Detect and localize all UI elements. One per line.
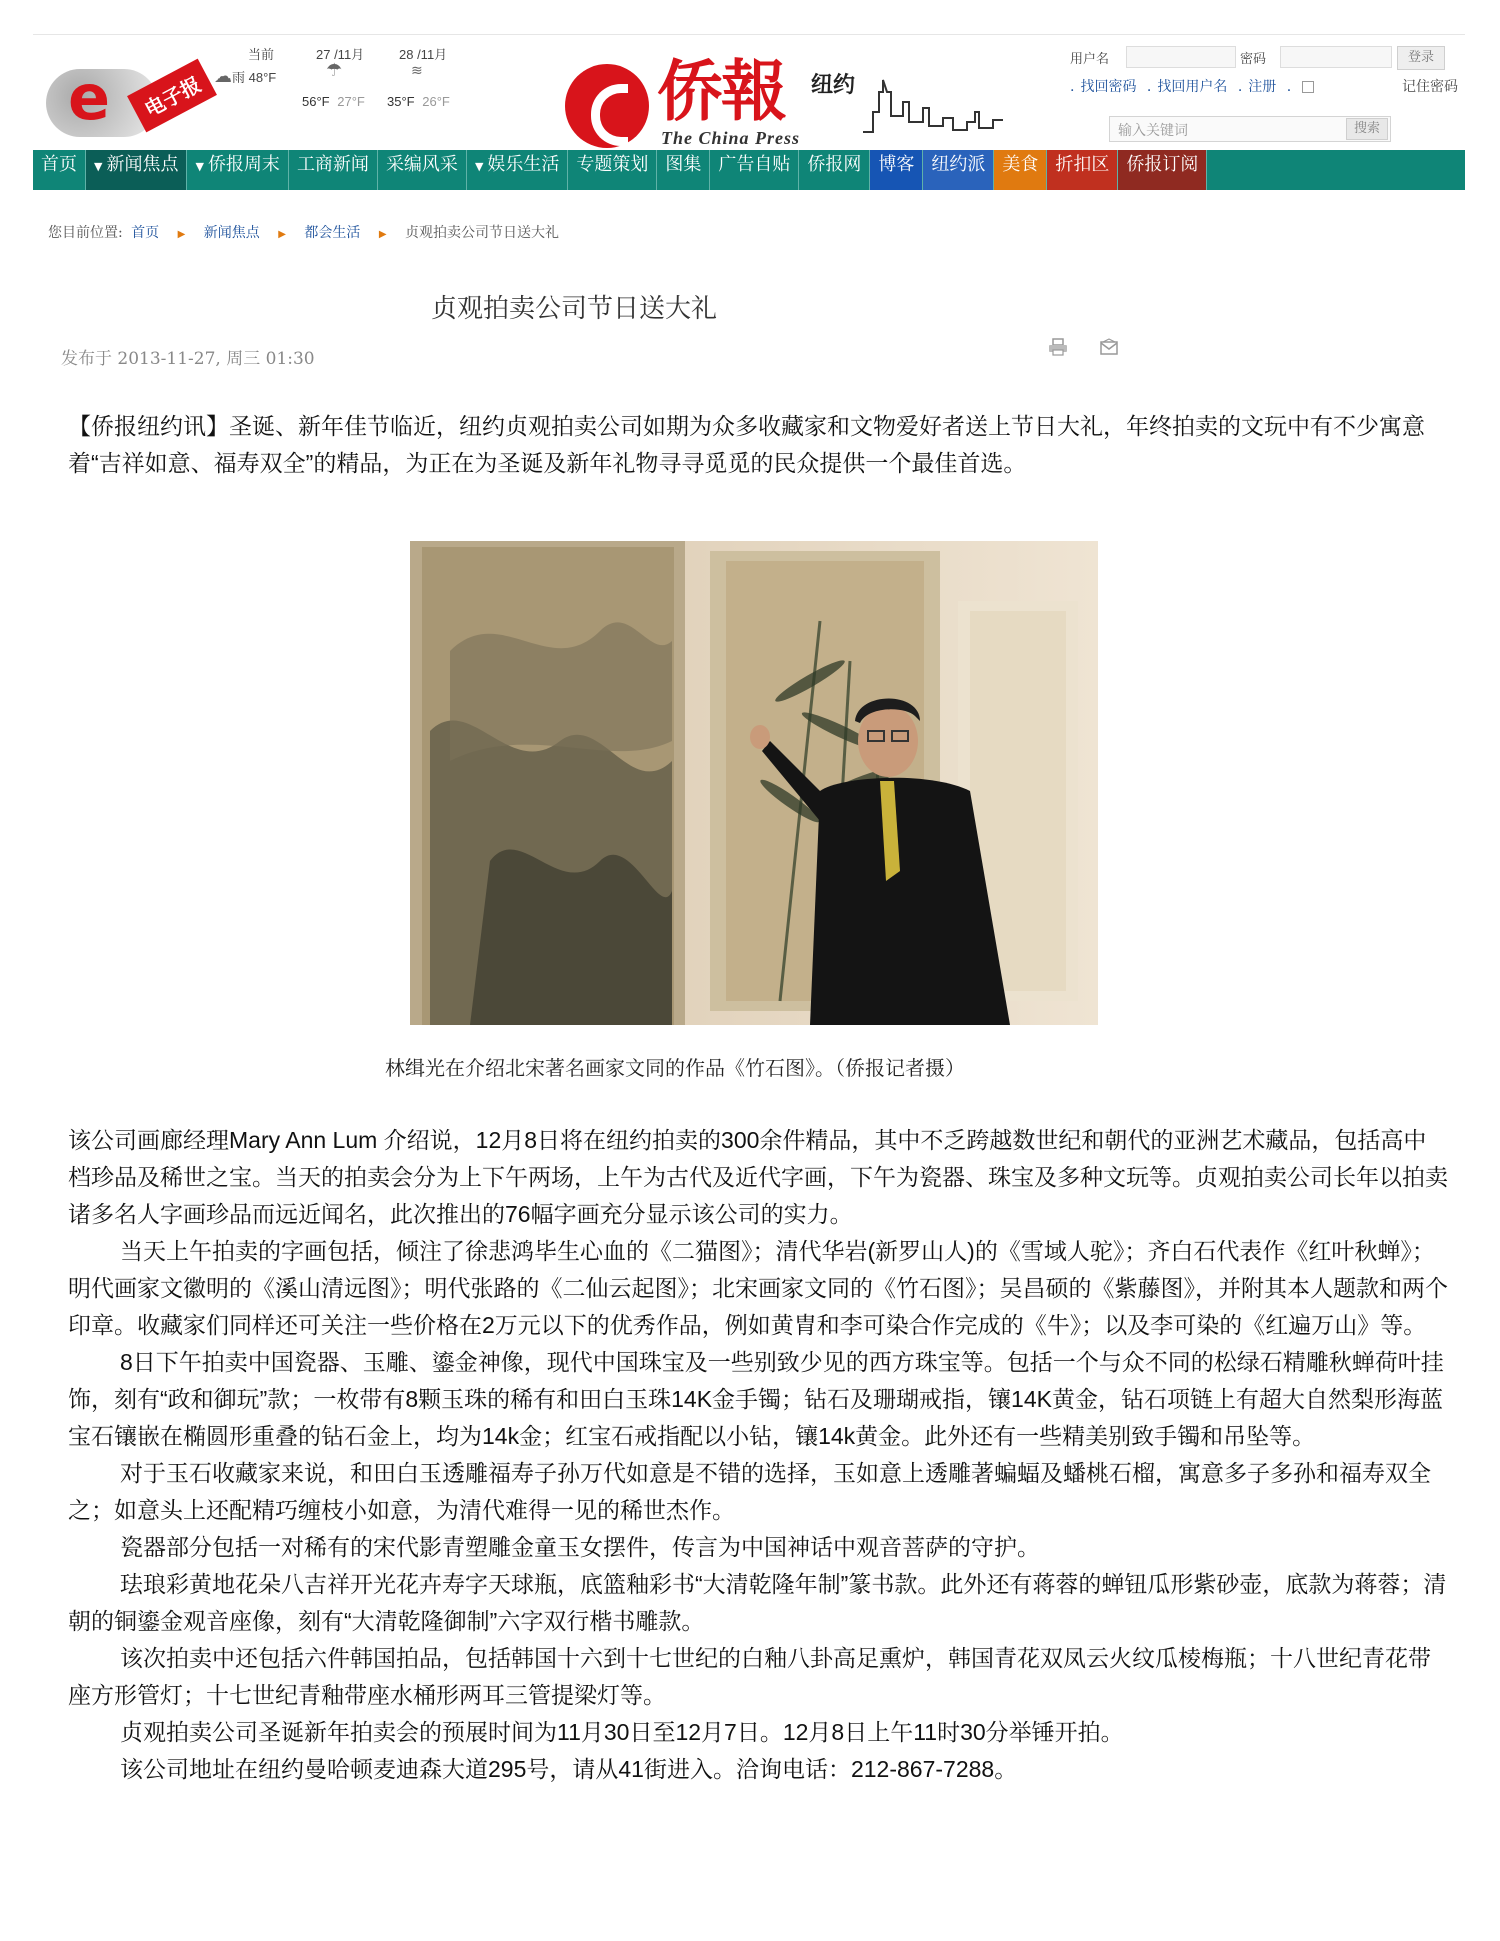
chevron-right-icon: ▶ <box>378 229 387 240</box>
breadcrumb-prefix: 您目前位置: <box>48 225 123 241</box>
article-photo <box>410 541 1098 1025</box>
article-lead <box>68 408 1428 482</box>
cloud-wind-icon: ≋ <box>411 62 423 78</box>
username-input[interactable] <box>1126 46 1236 68</box>
cloud-rain-icon: ☂ <box>326 60 343 80</box>
nav-nypai[interactable]: 纽约派 <box>923 150 994 190</box>
paragraph: 8日下午拍卖中国瓷器、玉雕、鎏金神像，现代中国珠宝及一些别致少见的西方珠宝等。包括一个与众不同的松绿石精雕秋蝉荷叶挂饰，刻有“政和御玩”款；一枚带有8颗玉珠的稀有和田白玉珠14K金手镯；钻石及珊瑚戒指，镶14K黄金，钻石项链上有超大自然梨形海蓝宝石镶嵌在椭圆形重叠的钻石金上，均为14k金；红宝石戒指配以小钻，镶14k黄金。此外还有一些精美别致手镯和吊坠等。 <box>68 1349 1444 1449</box>
caret-down-icon: ▼ <box>94 160 103 173</box>
recover-password-link[interactable]: 找回密码 <box>1080 79 1137 95</box>
search-box[interactable] <box>1109 116 1391 142</box>
epaper-label: 电子报 <box>127 59 217 133</box>
bullet: . <box>1070 79 1075 95</box>
weather-high: 56°F <box>302 94 330 109</box>
remember-label: 记住密码 <box>1402 79 1458 95</box>
weather-label: 28 /11月 <box>399 47 448 62</box>
breadcrumb-news[interactable]: 新闻焦点 <box>203 225 260 241</box>
search-button[interactable]: 搜索 <box>1346 118 1388 140</box>
login-links <box>1070 76 1470 96</box>
photo-caption: 林缉光在介绍北宋著名画家文同的作品《竹石图》。（侨报记者摄） <box>385 1058 965 1080</box>
site-logo[interactable] <box>565 52 1005 148</box>
login-panel <box>1070 46 1470 95</box>
nav-news[interactable]: ▼ 新闻焦点 <box>86 150 187 190</box>
skyline-icon <box>863 72 1003 136</box>
exhibition-photo-graphic <box>410 541 1098 1025</box>
search-input[interactable]: 输入关键词 <box>1118 123 1188 139</box>
print-icon[interactable] <box>1048 338 1068 356</box>
nav-entertainment[interactable]: ▼ 娱乐生活 <box>467 150 568 190</box>
main-nav <box>33 150 1465 190</box>
chevron-right-icon: ▶ <box>278 229 286 240</box>
caret-down-icon: ▼ <box>195 160 204 173</box>
logo-city: 纽约 <box>811 73 856 98</box>
nav-discount[interactable]: 折扣区 <box>1047 150 1118 190</box>
nav-food[interactable]: 美食 <box>994 150 1047 190</box>
breadcrumb <box>48 222 559 242</box>
paragraph: 对于玉石收藏家来说，和田白玉透雕福寿子孙万代如意是不错的选择，玉如意上透雕著蝙蝠及蟠桃石榴，寓意多子多孙和福寿双全之；如意头上还配精巧缠枝小如意，为清代难得一见的稀世杰作。 <box>68 1460 1431 1523</box>
paragraph: 该公司画廊经理Mary Ann Lum 介绍说，12月8日将在纽约拍卖的300余件精品，其中不乏跨越数世纪和朝代的亚洲艺术藏品，包括高中档珍品及稀世之宝。当天的拍卖会分为上下午两场，上午为古代及近代字画，下午为瓷器、珠宝及多种文玩等。贞观拍卖公司长年以拍卖诸多名人字画珍品而远近闻名，此次推出的76幅字画充分显示该公司的实力。 <box>68 1127 1448 1227</box>
top-divider <box>33 34 1465 35</box>
lead-paragraph: 【侨报纽约讯】圣诞、新年佳节临近，纽约贞观拍卖公司如期为众多收藏家和文物爱好者送上节日大礼，年终拍卖的文玩中有不少寓意着“吉祥如意、福寿双全”的精品，为正在为圣诞及新年礼物寻寻觅觅的民众提供一个最佳首选。 <box>68 413 1425 476</box>
paragraph: 当天上午拍卖的字画包括，倾注了徐悲鸿毕生心血的《二猫图》；清代华岩(新罗山人)的《雪域人驼》；齐白石代表作《红叶秋蝉》；明代画家文徽明的《溪山清远图》；明代张路的《二仙云起图》；北宋画家文同的《竹石图》；吴昌硕的《紫藤图》，并附其本人题款和两个印章。收藏家们同样还可关注一些价格在2万元以下的优秀作品，例如黄胄和李可染合作完成的《牛》；以及李可染的《红遍万山》等。 <box>68 1238 1448 1338</box>
nav-home[interactable]: 首页 <box>33 150 86 190</box>
weather-low: 26°F <box>422 94 450 109</box>
paragraph: 该次拍卖中还包括六件韩国拍品，包括韩国十六到十七世纪的白釉八卦高足熏炉，韩国青花双凤云火纹瓜棱梅瓶；十八世纪青花带座方形管灯；十七世纪青釉带座水桶形两耳三管提梁灯等。 <box>68 1645 1431 1708</box>
nav-blog[interactable]: 博客 <box>870 150 923 190</box>
weather-temp: 48°F <box>248 70 277 85</box>
weather-label: 当前 <box>248 47 275 62</box>
nav-features[interactable]: 专题策划 <box>568 150 657 190</box>
remember-checkbox[interactable] <box>1302 81 1314 93</box>
epaper-e-logo: e <box>68 61 111 134</box>
bullet: . <box>1286 79 1292 95</box>
epaper-badge[interactable] <box>46 61 205 141</box>
weather-desc: 雨 <box>232 70 246 85</box>
nav-weekend[interactable]: ▼ 侨报周末 <box>187 150 288 190</box>
password-label: 密码 <box>1240 52 1267 67</box>
weather-low: 27°F <box>337 94 365 109</box>
paragraph: 瓷器部分包括一对稀有的宋代影青塑雕金童玉女摆件，传言为中国神话中观音菩萨的守护。 <box>120 1534 1040 1560</box>
password-input[interactable] <box>1280 46 1392 68</box>
logo-chinese: 侨報 <box>657 52 785 130</box>
nav-subscribe[interactable]: 侨报订阅 <box>1118 150 1207 190</box>
weather-high: 35°F <box>387 94 415 109</box>
register-link[interactable]: 注册 <box>1248 79 1277 95</box>
article-date: 发布于 2013-11-27, 周三 01:30 <box>61 349 315 369</box>
nav-business[interactable]: 工商新闻 <box>289 150 378 190</box>
breadcrumb-current: 贞观拍卖公司节日送大礼 <box>405 225 559 241</box>
paragraph: 该公司地址在纽约曼哈顿麦迪森大道295号，请从41街进入。洽询电话：212-867-7288。 <box>120 1756 1018 1782</box>
weather-label: 27 /11月 <box>316 47 365 62</box>
username-label: 用户名 <box>1070 52 1110 67</box>
article-title: 贞观拍卖公司节日送大礼 <box>431 294 718 324</box>
breadcrumb-metro[interactable]: 都会生活 <box>304 225 361 241</box>
recover-username-link[interactable]: 找回用户名 <box>1157 79 1228 95</box>
login-button[interactable]: 登录 <box>1397 46 1445 70</box>
email-icon[interactable] <box>1099 338 1119 356</box>
article-body <box>68 1122 1448 1788</box>
nav-ads[interactable]: 广告自贴 <box>710 150 799 190</box>
paragraph: 贞观拍卖公司圣诞新年拍卖会的预展时间为11月30日至12月7日。12月8日上午11时30分举锤开拍。 <box>120 1719 1124 1745</box>
chevron-right-icon: ▶ <box>177 229 186 240</box>
breadcrumb-home[interactable]: 首页 <box>131 225 160 241</box>
paragraph: 珐琅彩黄地花朵八吉祥开光花卉寿字天球瓶，底篮釉彩书“大清乾隆年制”篆书款。此外还有蒋蓉的蝉钮瓜形紫砂壶，底款为蒋蓉；清朝的铜鎏金观音座像，刻有“大清乾隆御制”六字双行楷书雕款。 <box>68 1571 1447 1634</box>
logo-mark-icon <box>565 64 649 148</box>
cloud-rain-icon: ☁ <box>214 66 232 86</box>
bullet: . <box>1146 79 1152 95</box>
logo-english: The China Press <box>661 128 801 148</box>
nav-chinapress-web[interactable]: 侨报网 <box>799 150 870 190</box>
nav-editorial[interactable]: 采编风采 <box>378 150 467 190</box>
caret-down-icon: ▼ <box>474 160 484 173</box>
bullet: . <box>1237 79 1243 95</box>
nav-gallery[interactable]: 图集 <box>657 150 710 190</box>
